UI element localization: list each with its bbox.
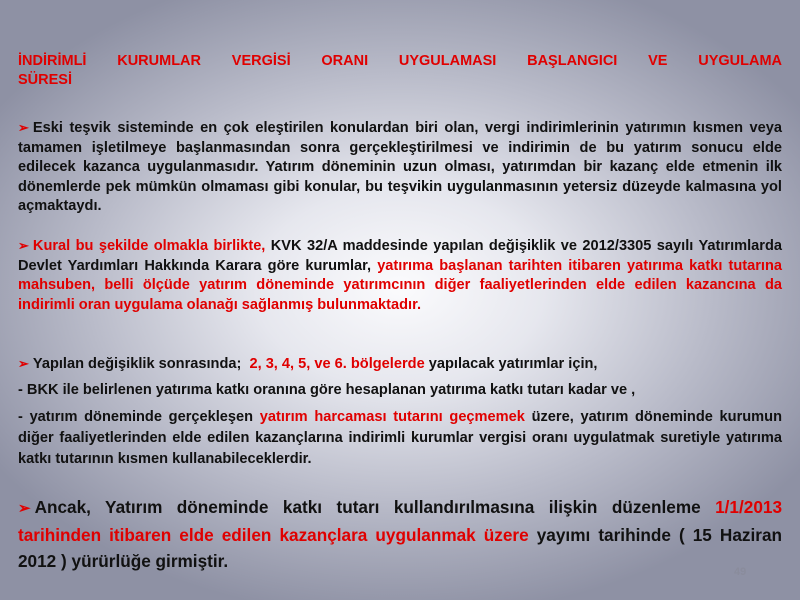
paragraph-investment-period — [18, 407, 782, 470]
bullet-arrow-icon: ➢ — [18, 356, 29, 371]
paragraph5-red1: yatırım harcaması tutarını geçmemek — [259, 409, 525, 425]
paragraph-kvk-32a — [18, 236, 782, 315]
paragraph-regions — [18, 354, 782, 375]
page-number: 49 — [734, 566, 747, 578]
paragraph2-red1: Kural bu şekilde olmakla birlikte, — [32, 238, 266, 254]
paragraph6-red1: 1/1/2013 tarihinden itibaren elde edilen kazançlara uygulanmak üzere — [18, 497, 782, 545]
paragraph-old-incentive — [18, 118, 782, 217]
paragraph6-black2: yayımı tarihinde ( 15 Haziran 2012 ) yürürlüğe girmiştir. — [18, 525, 783, 571]
paragraph6-black1: Ancak, Yatırım döneminde katkı tutarı kullandırılmasına ilişkin düzenleme — [34, 497, 716, 517]
slide-title-line2: SÜRESİ — [18, 72, 72, 88]
paragraph3-red1: 2, 3, 4, 5, ve 6. bölgelerde — [249, 356, 425, 372]
bullet-arrow-icon: ➢ — [18, 238, 29, 253]
bullet-arrow-icon: ➢ — [18, 120, 29, 135]
slide-title-line1: İNDİRİMLİ KURUMLAR VERGİSİ ORANI UYGULAMASI BAŞLANGICI VE UYGULAMA — [18, 53, 782, 69]
paragraph2-black1: KVK 32/A maddesinde yapılan değişiklik ve 2012/3305 sayılı Yatırımlarda Devlet Yardımları Hakkında Karara göre kurumlar, — [18, 238, 782, 274]
paragraph-bkk: - BKK ile belirlenen yatırıma katkı oranına göre hesaplanan yatırıma katkı tutarı kadar ve , — [18, 382, 636, 398]
paragraph5-black2: üzere, yatırım döneminde kurumun diğer faaliyetlerinden elde edilen kazançlarına indirimli kurumlar vergisi oranı uygulatmak suretiyle yatırıma katkı tutarının kısmen kullanabileceklerdir. — [18, 409, 782, 467]
paragraph3-black2: yapılacak yatırımlar için, — [424, 356, 598, 372]
paragraph3-black1: Yapılan değişiklik sonrasında; — [32, 356, 242, 372]
paragraph5-black1: - yatırım döneminde gerçekleşen — [18, 409, 260, 425]
paragraph2-red2: yatırıma başlanan tarihten itibaren yatırıma katkı tutarına mahsuben, belli ölçüde yatırım döneminde yatırımcının diğer faaliyetlerinden elde edilen kazancına da indirimli oran uygulama olanağı sağlanmış bulunmaktadır. — [18, 257, 783, 313]
paragraph-effective-date — [18, 494, 782, 574]
bullet-arrow-icon: ➢ — [18, 500, 31, 517]
paragraph1-text: Eski teşvik sisteminde en çok eleştirilen konulardan biri olan, vergi indirimlerinin yatırımın kısmen veya tamamen işletilmeye başlanmasından sonra gerçekleştirilmesi ve indirimin de bu yatırım sonucu elde edilecek kazanca uygulanmasıdır. Yatırım döneminin uzun olması, yatırımdan bir kazanç elde etmenin ilk dönemlerde pek mümkün olmaması gibi konular, bu teşvikin uygulanmasının yetersiz düzeyde kalmasına yol açmaktaydı. — [18, 120, 782, 214]
